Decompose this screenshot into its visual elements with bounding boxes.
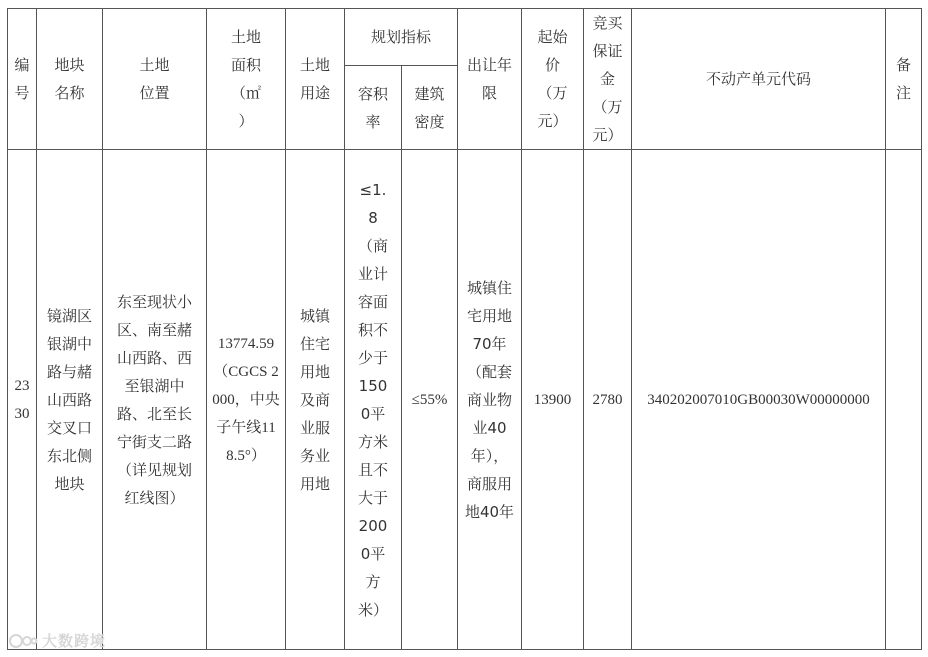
header-term: 出让年限	[458, 9, 522, 150]
cell-use: 城镇住宅用地及商业服务业用地	[286, 150, 345, 650]
cell-code: 340202007010GB00030W00000000	[632, 150, 886, 650]
cell-price: 13900	[522, 150, 584, 650]
cell-far: ≤1.8（商业计容面积不少于1500平方米且不大于2000平方米）	[345, 150, 402, 650]
header-area: 土地面积（㎡）	[207, 9, 286, 150]
cell-location: 东至现状小区、南至赭山西路、西至银湖中路、北至长宁街支二路（详见规划红线图）	[103, 150, 207, 650]
cell-density: ≤55%	[402, 150, 458, 650]
header-remark: 备注	[886, 9, 922, 150]
header-name: 地块名称	[37, 9, 103, 150]
header-price: 起始价（万元）	[522, 9, 584, 150]
header-density: 建筑密度	[402, 66, 458, 150]
header-use: 土地用途	[286, 9, 345, 150]
header-deposit: 竞买保证金（万元）	[584, 9, 632, 150]
cell-no: 2330	[8, 150, 37, 650]
cell-remark	[886, 150, 922, 650]
cell-deposit: 2780	[584, 150, 632, 650]
cell-name: 镜湖区银湖中路与赭山西路交叉口东北侧地块	[37, 150, 103, 650]
watermark-text: 大数跨境	[42, 632, 107, 650]
cell-area: 13774.59（CGCS 2000，中央子午线118.5°）	[207, 150, 286, 650]
header-location: 土地位置	[103, 9, 207, 150]
logo-icon	[8, 633, 38, 649]
table-row	[8, 150, 922, 650]
header-far: 容积率	[345, 66, 402, 150]
watermark	[8, 630, 106, 651]
cell-term: 城镇住宅用地70年（配套商业物业40年），商服用地40年	[458, 150, 522, 650]
land-parcel-table	[7, 8, 922, 650]
header-no: 编号	[8, 9, 37, 150]
header-plan: 规划指标	[345, 9, 458, 66]
header-code: 不动产单元代码	[632, 9, 886, 150]
